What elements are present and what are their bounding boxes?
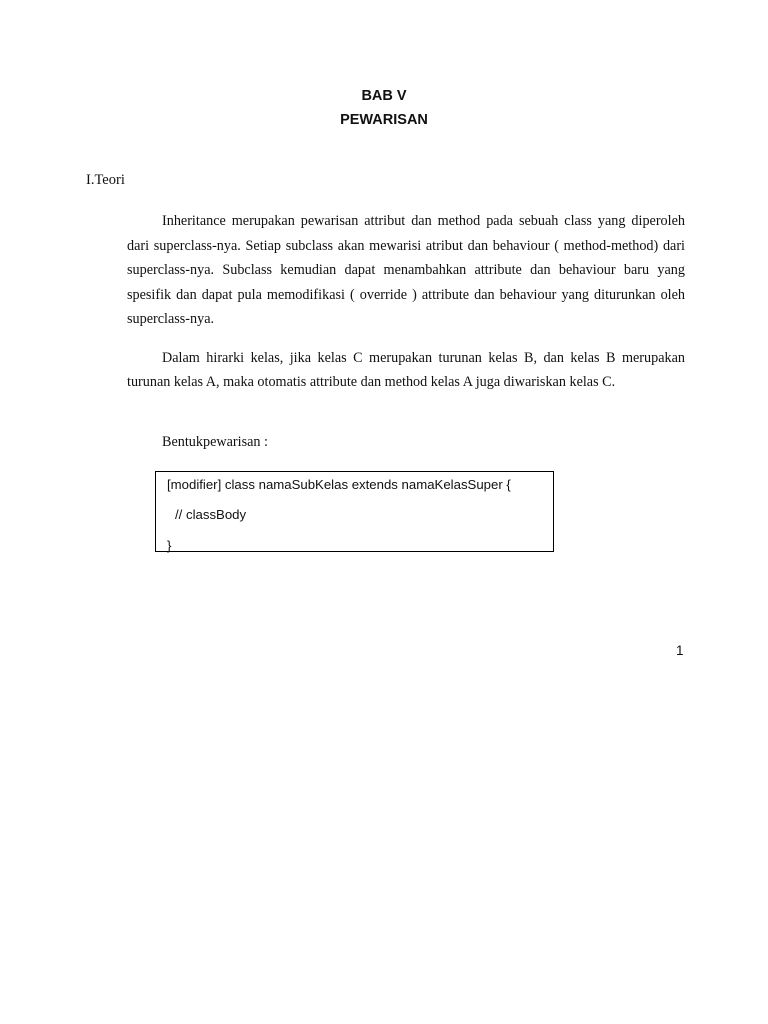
code-line-declaration: [modifier] class namaSubKelas extends namaKelasSuper {: [167, 477, 511, 492]
paragraph-hierarchy: Dalam hirarki kelas, jika kelas C merupakan turunan kelas B, dan kelas B merupakan turunan kelas A, maka otomatis attribute dan method kelas A juga diwariskan kelas C.: [127, 350, 685, 390]
code-line-body: // classBody: [175, 507, 247, 522]
code-line-closing-brace: }: [167, 538, 172, 553]
chapter-number: BAB V: [361, 88, 407, 104]
paragraph-inheritance: Inheritance merupakan pewarisan attribut dan method pada sebuah class yang diperoleh dari superclass-nya. Setiap subclass akan mewarisi atribut dan behaviour ( method-method) dari superclass-nya. Subclass kemudian dapat menambahkan attribute dan behaviour baru yang spesifik dan dapat pula memodifikasi ( override ) attribute dan behaviour yang diturunkan oleh superclass-nya.: [127, 213, 685, 328]
code-box: [155, 471, 554, 552]
inheritance-form-label: Bentukpewarisan :: [162, 434, 268, 450]
section-heading: I.Teori: [86, 172, 125, 188]
page-number: 1: [676, 643, 684, 658]
chapter-title: PEWARISAN: [340, 112, 428, 128]
